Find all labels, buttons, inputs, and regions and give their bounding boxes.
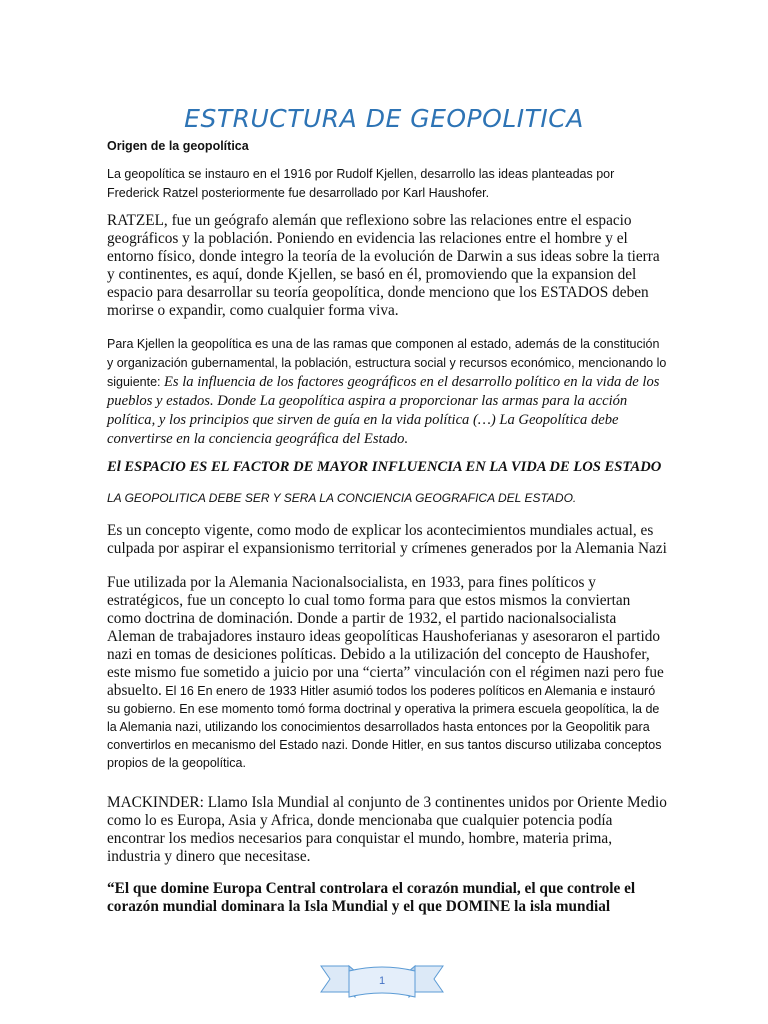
page-number-banner (319, 962, 445, 1000)
document-title: ESTRUCTURA DE GEOPOLITICA (184, 104, 584, 133)
section-heading: Origen de la geopolítica (107, 139, 249, 153)
paragraph-espacio: El ESPACIO ES EL FACTOR DE MAYOR INFLUENCIA EN LA VIDA DE LOS ESTADO (107, 459, 662, 475)
paragraph-concepto: Es un concepto vigente, como modo de explicar los acontecimientos mundiales actual, es culpada por aspirar el expansionismo territorial y crímenes generados por la Alemania Nazi (107, 522, 667, 557)
paragraph-kjellen-text: Para Kjellen la geopolítica es una de las ramas que componen al estado, además de la constitución y organización gubernamental, la población, estructura social y recursos económico, mencionando lo siguiente: (107, 337, 667, 389)
paragraph-alemania-text: Fue utilizada por la Alemania Nacionalsocialista, en 1933, para fines políticos y estratégicos, fue un concepto lo cual tomo forma para que estos mismos la conviertan como doctrina de dominación. Donde a partir de 1932, el partido nacionalsocialista Aleman de trabajadores instauro ideas geopolíticas Haushoferianas y asesoraron el partido nazi en tomas de desiciones políticas. Debido a la utilización del concepto de Haushofer, este mismo fue sometido a juicio por una “cierta” vinculación con el régimen nazi pero fue absuelto. (107, 574, 664, 699)
paragraph-kjellen-quote: Es la influencia de los factores geográficos en el desarrollo político en la vida de los pueblos y estados. Donde La geopolítica aspira a proporcionar las armas para la acción política, y los principios que sirven de guía en la vida política (…) La Geopolítica debe convertirse en la conciencia geográfica del Estado. (107, 374, 660, 447)
paragraph-ratzel: RATZEL, fue un geógrafo alemán que reflexiono sobre las relaciones entre el espacio geográficos y la población. Poniendo en evidencia las relaciones entre el hombre y el entorno físico, donde integro la teoría de la evolución de Darwin a sus ideas sobre la tierra y continentes, es aquí, donde Kjellen, se basó en él, promoviendo que la expansion del espacio para desarrollar su teoría geopolítica, donde menciono que los ESTADOS deben morirse o expandir, como cualquier forma viva. (107, 212, 660, 319)
paragraph-alemania (107, 574, 667, 772)
paragraph-alemania-hitler: El 16 En enero de 1933 Hitler asumió todos los poderes políticos en Alemania e instauró su gobierno. En ese momento tomó forma doctrinal y operativa la primera escuela geopolítica, la de la Alemania nazi, utilizando los conocimientos desarrollados hasta entonces por la Geopolitik para convertirlos en mecanismo del Estado nazi. Donde Hitler, en sus tantos discurso utilizaba conceptos propios de la geopolítica. (107, 684, 662, 770)
page-number: 1 (378, 975, 386, 987)
paragraph-kjellen (107, 335, 667, 449)
paragraph-quote: “El que domine Europa Central controlara el corazón mundial, el que controle el corazón mundial dominara la Isla Mundial y el que DOMINE la isla mundial (107, 880, 636, 915)
paragraph-mackinder: MACKINDER: Llamo Isla Mundial al conjunto de 3 continentes unidos por Oriente Medio como lo es Europa, Asia y Africa, donde mencionaba que cualquier potencia podía encontrar los medios necesarios para conquistar el mundo, hombre, materia prima, industria y dinero que necesitase. (107, 794, 667, 865)
paragraph-origin: La geopolítica se instauro en el 1916 por Rudolf Kjellen, desarrollo las ideas planteadas por Frederick Ratzel posteriormente fue desarrollado por Karl Haushofer. (107, 167, 615, 200)
paragraph-conciencia: LA GEOPOLITICA DEBE SER Y SERA LA CONCIENCIA GEOGRAFICA DEL ESTADO. (107, 491, 577, 505)
